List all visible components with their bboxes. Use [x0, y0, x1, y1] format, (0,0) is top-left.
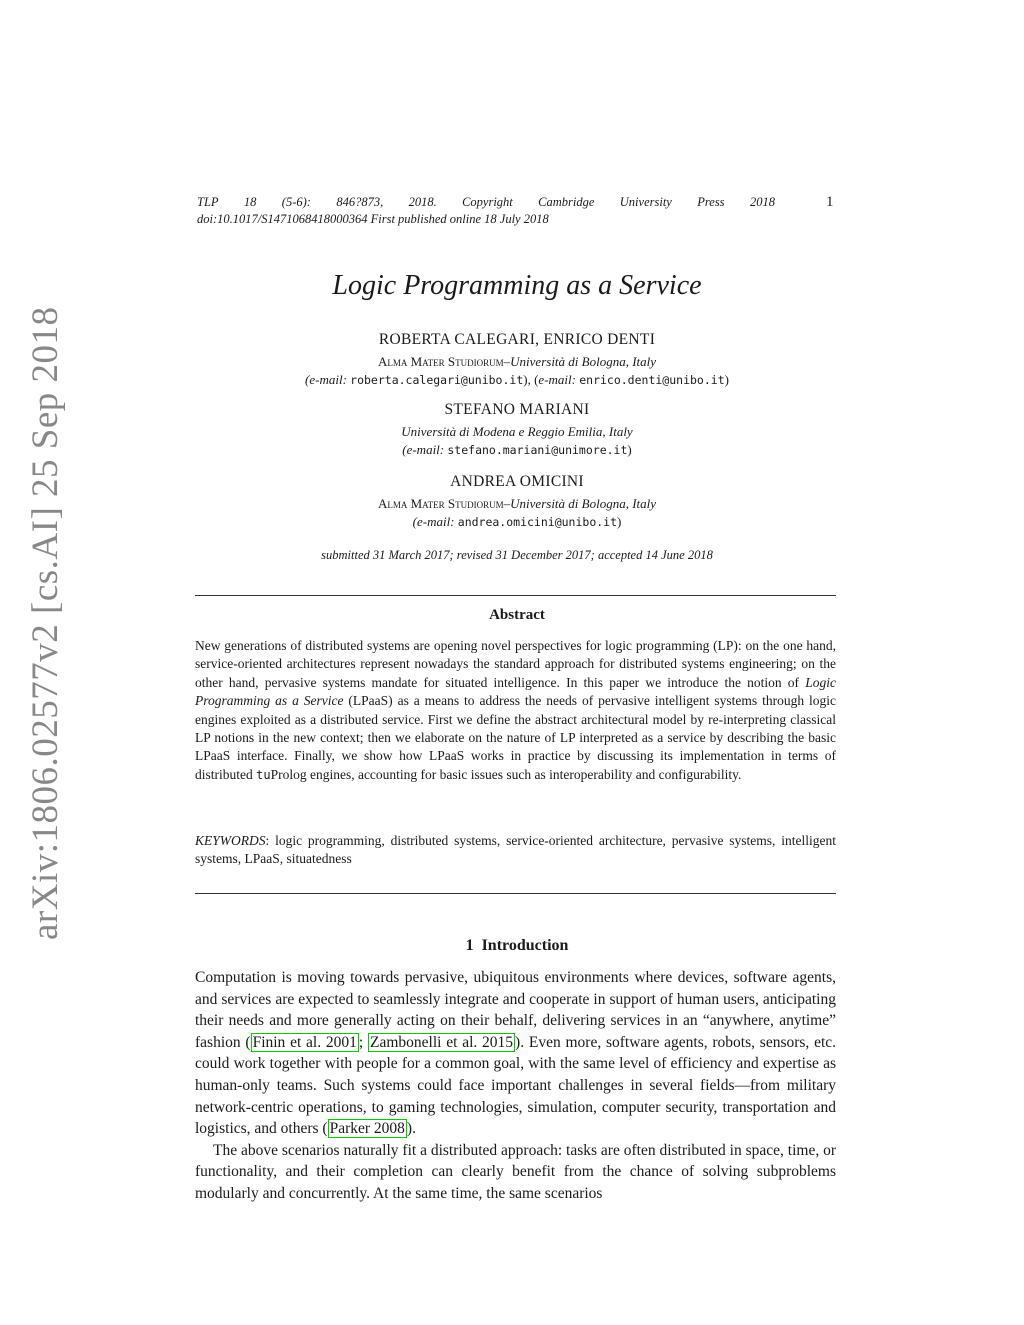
affiliation-location: –Università di Bologna, Italy — [503, 354, 657, 369]
author-block-3 — [197, 471, 837, 531]
header-publisher-1: Cambridge — [538, 195, 595, 209]
paragraph-text: ). — [406, 1120, 416, 1138]
email-close: ) — [627, 442, 632, 457]
author-emails — [197, 513, 837, 531]
paragraph-text: ). Even more, software agents, robots, sensors, etc. could work together with people for a common goal, with the same level of efficiency and expertise as human-only teams. Such systems could face important challenges in several fields—from military network-centric operations, to gaming technologies, simulation, computer security, transportation and logistics, and others ( — [195, 1033, 837, 1138]
header-pages: 846?873, — [336, 195, 384, 209]
header-journal: TLP — [197, 195, 219, 209]
header-issue: (5-6): — [281, 195, 311, 209]
abstract-bottom-rule — [195, 893, 836, 894]
header-year: 2018. — [408, 195, 437, 209]
citation-separator: ; — [358, 1033, 368, 1051]
header-publisher-year: 2018 — [749, 195, 775, 209]
email-prefix: (e-mail: — [305, 372, 347, 387]
section-number: 1 — [465, 937, 474, 954]
paper-title: Logic Programming as a Service — [332, 270, 702, 301]
running-header — [197, 194, 775, 228]
email-close: ) — [724, 372, 729, 387]
abstract-text — [195, 637, 836, 784]
paragraph: The above scenarios naturally fit a distributed approach: tasks are often distributed in space, time, or functionality, and their completion can clearly benefit from the chance of solving subproblems modularly and concurrently. At the same time, the same scenarios — [195, 1141, 836, 1202]
email-prefix: (e-mail: — [402, 442, 445, 457]
keywords-label: KEYWORDS — [195, 833, 266, 848]
email-prefix: (e-mail: — [412, 514, 455, 529]
header-copyright: Copyright — [462, 195, 513, 209]
email-address[interactable]: andrea.omicini@unibo.it — [457, 515, 618, 529]
citation-link[interactable]: Finin et al. 2001 — [252, 1033, 357, 1051]
submission-dates: submitted 31 March 2017; revised 31 December 2017; accepted 14 June 2018 — [321, 548, 713, 562]
header-publisher-2: University — [619, 195, 672, 209]
affiliation-institution: Alma Mater Studiorum — [377, 496, 504, 511]
page-number: 1 — [826, 194, 834, 210]
abstract-emphasis: Logic Programming as a Service — [195, 674, 836, 709]
author-names: ANDREA OMICINI — [450, 473, 584, 490]
citation-link[interactable]: Parker 2008 — [329, 1120, 405, 1138]
author-emails — [197, 441, 837, 459]
email-close: ) — [617, 514, 622, 529]
header-doi-line: doi:10.1017/S1471068418000364 First published online 18 July 2018 — [197, 212, 549, 226]
author-emails — [197, 371, 837, 389]
email-separator: ), ( — [523, 372, 539, 387]
keywords — [195, 832, 836, 869]
abstract-text-part: Prolog engines, accounting for basic issues such as interoperability and configurability. — [270, 766, 742, 782]
email-prefix: e-mail: — [538, 372, 576, 387]
author-block-1 — [197, 329, 837, 389]
affiliation-institution: Alma Mater Studiorum — [377, 354, 504, 369]
section-title: Introduction — [481, 937, 569, 954]
arxiv-identifier-stamp: arXiv:1806.02577v2 [cs.AI] 25 Sep 2018 — [25, 306, 66, 940]
email-address[interactable]: roberta.calegari@unibo.it — [350, 373, 524, 387]
abstract-heading: Abstract — [489, 607, 545, 623]
abstract-text-part: (LPaaS) as a means to address the needs of pervasive intelligent systems through logic engines exploited as a distributed service. First we define the abstract architectural model by re-interpreting classical LP notions in the new context; then we elaborate on the nature of LP interpreted as a service by describing the basic LPaaS interface. Finally, we show how LPaaS works in practice by discussing its implementation in terms of distributed — [195, 693, 837, 782]
author-affiliation — [197, 495, 837, 512]
email-address[interactable]: enrico.denti@unibo.it — [579, 373, 725, 387]
author-affiliation: Università di Modena e Reggio Emilia, Italy — [401, 424, 633, 439]
author-affiliation — [197, 353, 837, 370]
citation-link[interactable]: Zambonelli et al. 2015 — [370, 1033, 514, 1051]
author-names: ROBERTA CALEGARI, ENRICO DENTI — [378, 331, 656, 348]
abstract-typewriter: tu — [256, 767, 271, 782]
abstract-text-part: New generations of distributed systems are opening novel perspectives for logic programming (LP): on the one hand, service-oriented architectures represent nowadays the standard approach for distributed systems engineering; on the other hand, pervasive systems mandate for situated intelligence. In this paper we introduce the notion of — [195, 638, 836, 690]
header-volume: 18 — [243, 195, 257, 209]
introduction-body — [195, 967, 836, 1205]
email-address[interactable]: stefano.mariani@unimore.it — [447, 443, 628, 457]
paragraph-text: Computation is moving towards pervasive, ubiquitous environments where devices, software agents, and services are expected to seamlessly integrate and cooperate in support of human users, anticipating their needs and more generally acting on their behalf, delivering services in an “anywhere, anytime” fashion ( — [195, 969, 836, 1051]
header-citation-line — [197, 194, 775, 211]
abstract-top-rule — [195, 595, 836, 596]
paragraph — [195, 967, 836, 1140]
affiliation-location: –Università di Bologna, Italy — [503, 496, 657, 511]
header-publisher-3: Press — [697, 195, 725, 209]
keywords-list: : logic programming, distributed systems, service-oriented architecture, pervasive systems, intelligent systems, LPaaS, situatedness — [195, 833, 836, 867]
author-names: STEFANO MARIANI — [444, 401, 590, 418]
section-heading — [197, 935, 837, 957]
author-block-2 — [197, 399, 837, 459]
